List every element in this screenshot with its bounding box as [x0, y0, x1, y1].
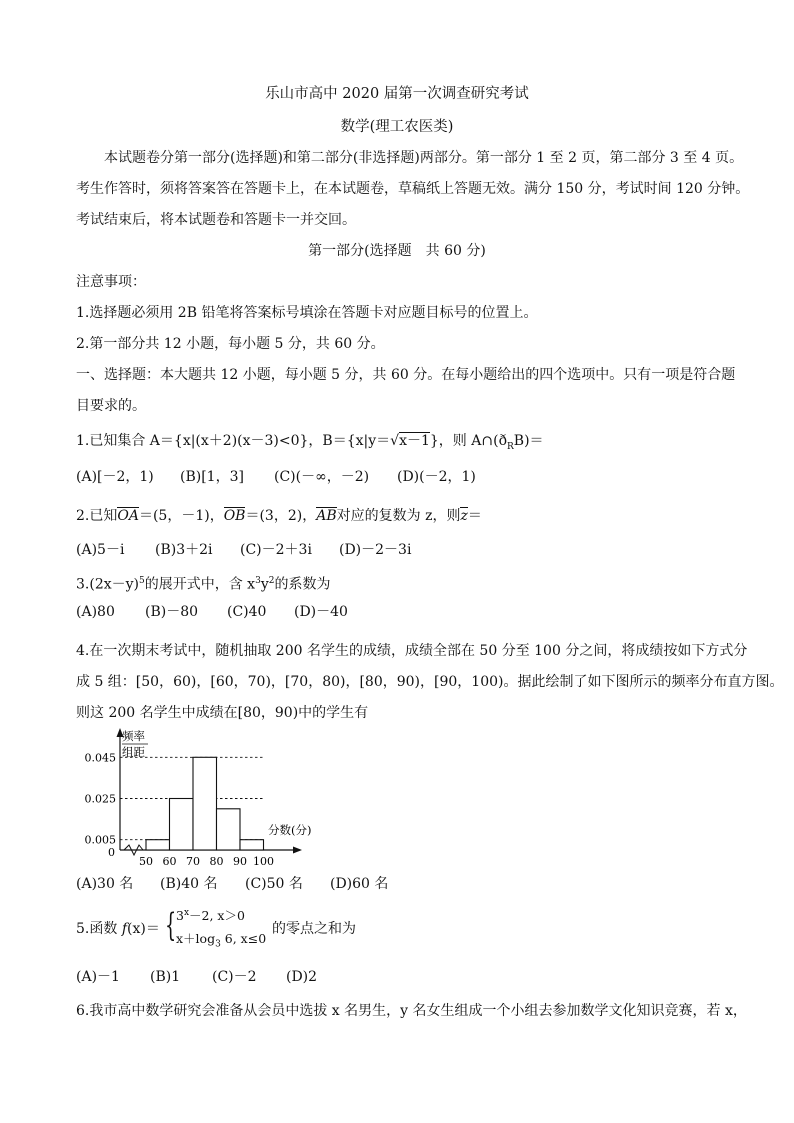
q3-stem-d: 的系数为: [274, 576, 331, 593]
x-axis-arrow: [293, 847, 302, 854]
q3-option-c: (C)40: [227, 604, 267, 620]
q4-line-2: 成 5 组：[50，60)，[60，70)，[70，80)，[80，90)，[90，100)。据此绘制了如下图所示的频率分布直方图。: [76, 674, 784, 690]
q1-stem-c: B)＝: [513, 433, 544, 449]
q1-option-b: (B)[1，3]: [180, 469, 244, 485]
piecewise-case-1: [176, 903, 245, 926]
exponent-5: 5: [139, 576, 145, 586]
q5-f: f: [121, 921, 127, 937]
q2-option-d: (D)－2－3i: [339, 542, 412, 558]
q4-option-d: (D)60 名: [330, 876, 389, 892]
piecewise-case-2: [176, 929, 266, 955]
y-tick-labels: [85, 751, 117, 846]
x-tick-label: 80: [209, 855, 224, 868]
intro-line-2: 考生作答时，须将答案答在答题卡上，在本试题卷，草稿纸上答题无效。满分 150 分，考试时间 120 分钟。: [76, 181, 750, 197]
sqrt-symbol: √: [390, 433, 400, 449]
y-tick-label: 0.025: [84, 792, 116, 806]
bars: [146, 757, 264, 850]
q2-end: ＝: [467, 508, 482, 524]
q4-option-a: (A)30 名: [76, 876, 134, 892]
vector-oa: OA: [117, 508, 139, 524]
note-2: 2.第一部分共 12 小题，每小题 5 分，共 60 分。: [76, 336, 385, 352]
q1-sqrt-content: x－1: [399, 433, 430, 449]
exam-title: 乐山市高中 2020 届第一次调查研究考试: [265, 86, 529, 102]
case2-b: 6, x≤0: [220, 931, 267, 946]
origin-label: 0: [108, 846, 115, 859]
histogram-bar: [146, 840, 170, 850]
x-axis-label: 分数(分): [268, 823, 312, 837]
histogram-bar: [240, 840, 264, 850]
q2-option-a: (A)5－i: [76, 542, 125, 558]
x-tick-label: 90: [233, 855, 247, 868]
q3-stem-c: y: [260, 576, 269, 593]
case1-base: 3: [176, 908, 184, 924]
exam-subtitle: 数学(理工农医类): [340, 119, 454, 135]
q2-option-b: (B)3＋2i: [155, 542, 213, 558]
histogram-bar: [193, 757, 217, 850]
q5-stem-lead: [76, 919, 160, 939]
q4-option-c: (C)50 名: [245, 876, 303, 892]
q2-stem: 2.已知: [76, 508, 118, 524]
x-tick-label: 50: [139, 855, 153, 868]
histogram-bar: [217, 809, 241, 850]
part1-heading: 第一部分(选择题 共 60 分): [308, 243, 486, 259]
y-tick-label: 0.005: [84, 833, 116, 847]
exponent-3: 3: [255, 576, 261, 586]
y-tick-label: 0.045: [84, 751, 116, 765]
q5-option-b: (B)1: [150, 969, 181, 985]
z-conjugate: z: [460, 508, 468, 524]
intro-line-3: 考试结束后，将本试题卷和答题卡一并交回。: [76, 212, 356, 228]
piecewise-brace: {: [165, 906, 177, 944]
complement-subscript: R: [507, 441, 514, 452]
intro-line-1: 本试题卷分第一部分(选择题)和第二部分(非选择题)两部分。第一部分 1 至 2 页，第二部分 3 至 4 页。: [104, 150, 744, 166]
complement-symbol: ð: [498, 433, 507, 449]
q4-option-b: (B)40 名: [160, 876, 218, 892]
notes-title: 注意事项：: [76, 274, 146, 290]
q5-tail: 的零点之和为: [272, 921, 356, 937]
histogram-bar: [170, 799, 194, 851]
vector-ob-value: ＝(3，2)，: [245, 508, 317, 524]
y-label-top: 频率: [122, 729, 145, 743]
x-tick-label: 60: [162, 855, 177, 868]
x-tick-label: 100: [253, 855, 274, 868]
vector-oa-value: ＝(5，－1)，: [138, 508, 224, 524]
q5-fx: (x): [127, 921, 146, 937]
case2-log-base: 3: [215, 939, 221, 950]
case1-exponent: x: [183, 908, 190, 918]
q2-option-c: (C)－2＋3i: [240, 542, 312, 558]
q1-option-a: (A)[－2，1): [76, 469, 154, 485]
q5-option-d: (D)2: [286, 969, 318, 985]
x-tick-labels: [139, 855, 274, 868]
section-instruction-line-2: 目要求的。: [76, 398, 146, 414]
q3-option-a: (A)80: [76, 604, 115, 620]
q1-stem-b: }，则 A∩(: [429, 433, 499, 449]
q3-stem-a: 3.(2x－y): [76, 576, 139, 593]
x-tick-label: 70: [186, 855, 200, 868]
exponent-2: 2: [268, 576, 275, 586]
q5-option-c: (C)－2: [212, 969, 257, 985]
case2-a: x＋log: [176, 931, 216, 946]
q5-stem: 5.函数: [76, 921, 118, 937]
q1-option-c: (C)(－∞，－2): [274, 469, 370, 485]
q3-stem-b: 的展开式中，含 x: [144, 576, 256, 593]
case1-rest: －2, x＞0: [189, 908, 245, 924]
q4-line-1: 4.在一次期末考试中，随机抽取 200 名学生的成绩，成绩全部在 50 分至 100 分之间，将成绩按如下方式分: [76, 643, 748, 659]
section-instruction-line-1: 一、选择题：本大题共 12 小题，每小题 5 分，共 60 分。在每小题给出的四个选项中。只有一项是符合题: [76, 367, 736, 383]
vector-ab: AB: [316, 508, 337, 524]
q1-stem-a: 1.已知集合 A＝{x|(x＋2)(x－3)<0}，B＝{x|y＝: [76, 433, 391, 449]
y-label-bottom: 组距: [122, 745, 145, 759]
note-1: 1.选择题必须用 2B 铅笔将答案标号填涂在答题卡对应题目标号的位置上。: [76, 305, 538, 321]
q3-option-d: (D)－40: [294, 604, 348, 620]
y-axis-label: [122, 729, 148, 759]
q5-option-a: (A)－1: [76, 969, 120, 985]
q2-tail: 对应的复数为 z，则: [336, 508, 461, 524]
q5-eq: ＝: [145, 921, 160, 937]
q1-option-d: (D)(－2，1): [397, 469, 476, 485]
vector-ob: OB: [223, 508, 246, 524]
q3-option-b: (B)－80: [145, 604, 199, 620]
q6-line-1: 6.我市高中数学研究会准备从会员中选拔 x 名男生，y 名女生组成一个小组去参加数学文化知识竞赛，若 x，: [76, 1003, 747, 1019]
q4-line-3: 则这 200 名学生中成绩在[80，90)中的学生有: [76, 705, 369, 721]
